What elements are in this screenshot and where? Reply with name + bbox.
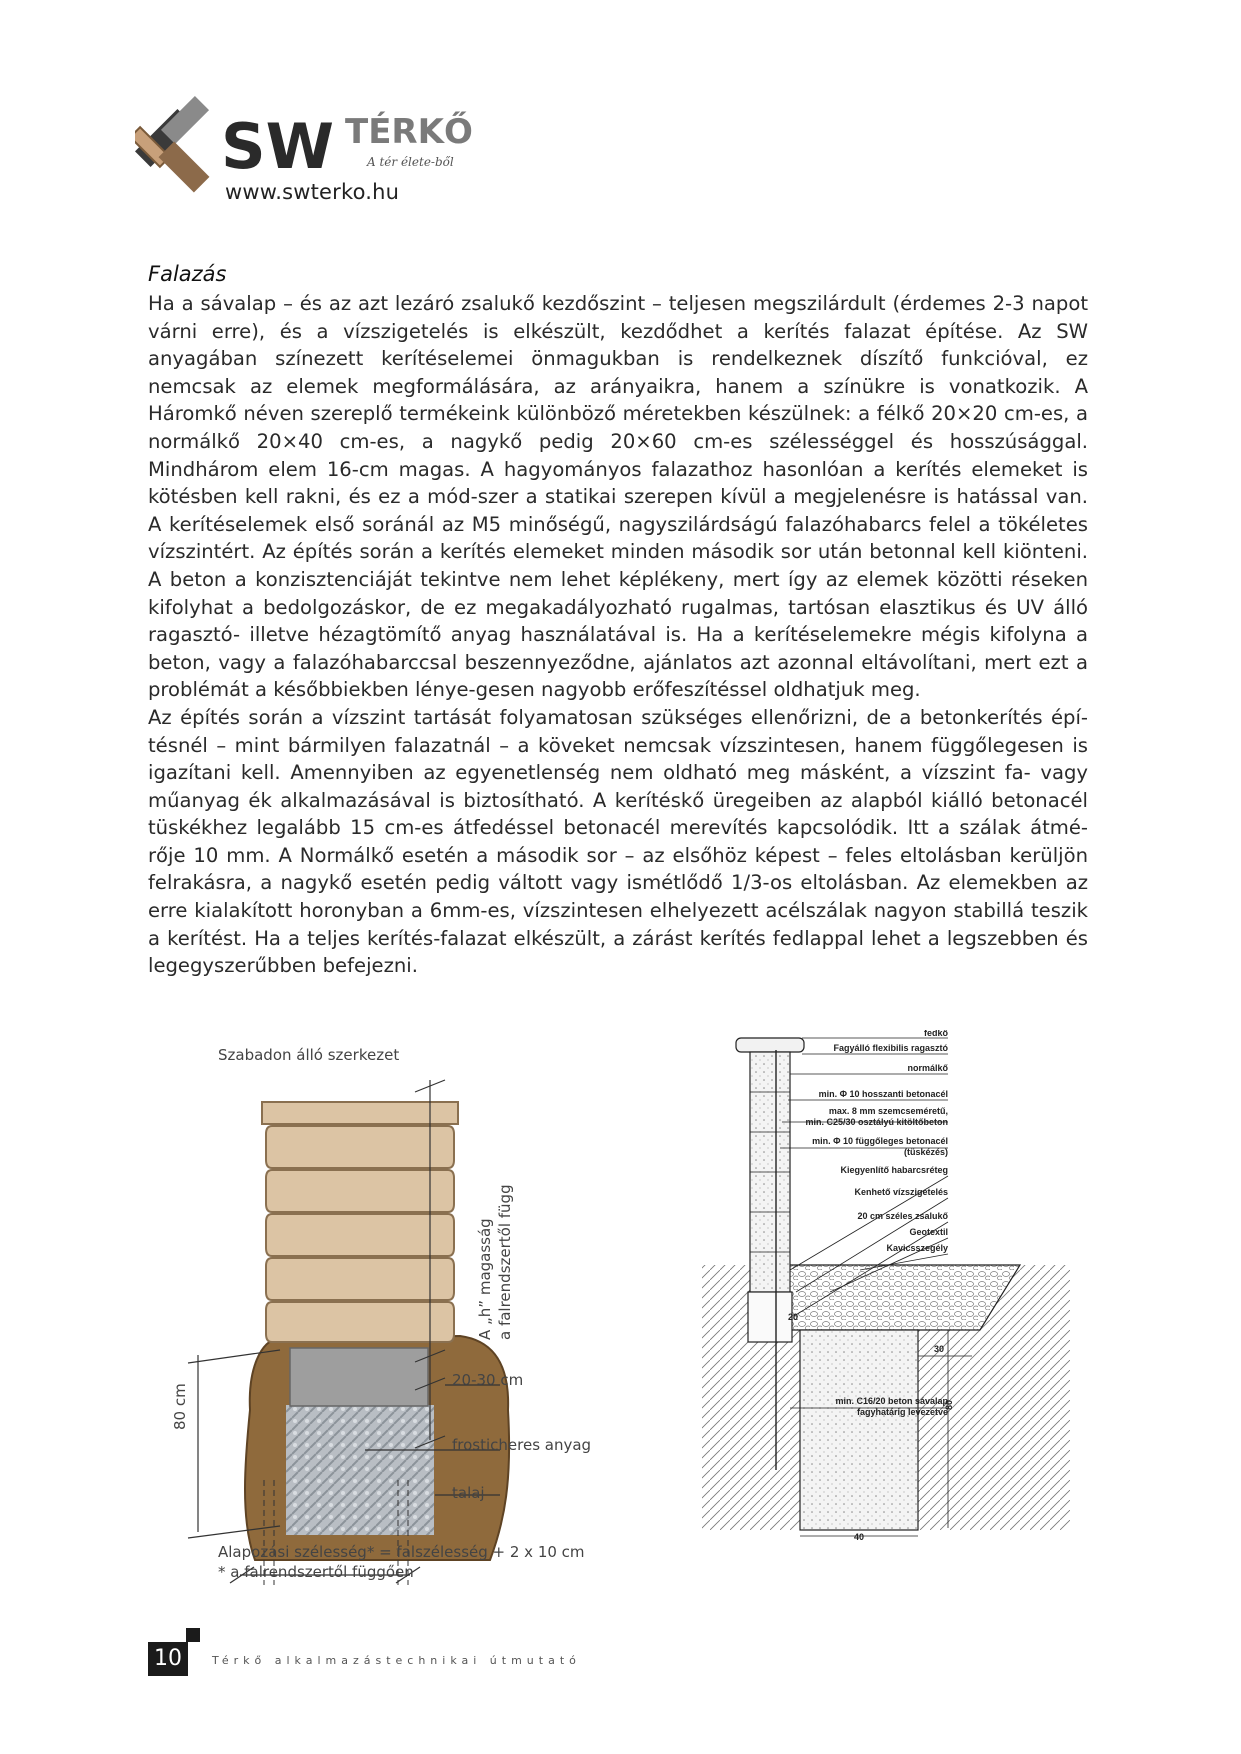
detail-label: Geotextil xyxy=(909,1227,948,1237)
dim-40: 40 xyxy=(854,1532,865,1542)
formwork-stone xyxy=(748,1292,792,1342)
site-url[interactable]: www.swterko.hu xyxy=(225,180,400,204)
label-block: 20-30 cm xyxy=(452,1371,524,1389)
block-course xyxy=(266,1214,454,1256)
detail-label: min. C16/20 beton sávalap xyxy=(835,1396,948,1406)
detail-label: Kavicsszegély xyxy=(886,1243,948,1253)
height-label-1: A „h” magasság xyxy=(476,1218,494,1340)
detail-label: max. 8 mm szemcseméretű, xyxy=(828,1106,948,1116)
figure-footnote: * a falrendszertől függően xyxy=(218,1563,414,1581)
figure-left-title: Szabadon álló szerkezet xyxy=(218,1046,400,1064)
detail-label: Kiegyenlítő habarcsréteg xyxy=(840,1165,948,1175)
brand-main: SW xyxy=(221,110,335,183)
page-number: 10 xyxy=(148,1642,188,1676)
detail-label: Fagyálló flexibilis ragasztó xyxy=(833,1043,948,1053)
logo-mark-icon xyxy=(135,96,209,192)
footer-title: Térkő alkalmazástechnikai útmutató xyxy=(212,1654,581,1667)
detail-label: Kenhető vízszigetelés xyxy=(854,1187,948,1197)
page-number-corner xyxy=(186,1628,200,1642)
strip-foundation xyxy=(800,1330,918,1530)
wall-courses xyxy=(262,1102,458,1342)
label-frost: frosticheres anyag xyxy=(452,1436,592,1454)
detail-label: 20 cm széles zsalukő xyxy=(857,1211,948,1221)
dim-80: 80 xyxy=(944,1399,954,1410)
height-label-2: a falrendszertől függ xyxy=(496,1184,514,1340)
detail-label: min. Φ 10 függőleges betonacél xyxy=(812,1136,948,1146)
detail-label: normálkő xyxy=(907,1063,948,1073)
freestanding-structure-diagram xyxy=(160,1040,680,1600)
paragraph: Ha a sávalap – és az azt lezáró zsalukő kezdőszint – teljesen megszilárdult (érdemes 2-3 napot várni erre), és a vízszigetelés is elkészült, kezdődhet a kerítés falazat építése. Az SW anyagában színezett kerítéselemei önmagukban is rendelkeznek díszítő funkcióval, ez nemcsak az elemek megformálására, az arányaikra, hanem a színükre is vonatkozik. A Háromkő néven szereplő termékeink különböző méretekben készülnek: a félkő 20×20 cm-es, a normálkő 20×40 cm-es, a nagykő pedig 20×60 cm-es szélességgel és hosszúsággal. Mindhárom elem 16-cm magas. A hagyományos falazathoz hasonlóan a kerítés elemeket is kötésben kell rakni, és ez a mód-szer a statikai szerepen kívül a megjelenésre is hatással van. A kerítéselemek első soránál az M5 minőségű, nagyszilárdságú falazóhabarcs felel a tökéletes vízszintért. Az építés során a kerítés elemeket minden második sor után betonnal kell kiönteni. A beton a konzisztenciáját tekintve nem lehet képlékeny, mert így az elemek közötti réseken kifolyhat a bedolgozáskor, de ez megakadályozható rugalmas, tartósan elasztikus és UV álló ragasztó- illetve hézagtömítő anyag használatával is. Ha a kerítéselemekre mégis kifolyna a beton, vagy a falazóhabarccsal beszennyeződne, ajánlatos azt azonnal eltávolítani, mert ezt a problémát a későbbiekben lénye-gesen nagyobb erőfeszítéssel oldhatjuk meg. xyxy=(148,292,1088,702)
detail-label: fagyhatárig levezetve xyxy=(856,1407,948,1417)
detail-label: min. C25/30 osztályú kitöltőbeton xyxy=(805,1117,948,1127)
block-course xyxy=(266,1126,454,1168)
cap-stone xyxy=(736,1038,804,1052)
cap-course xyxy=(262,1102,458,1124)
dim-30: 30 xyxy=(934,1344,945,1354)
frost-fill xyxy=(286,1405,434,1535)
brand-tagline: A tér élete-ből xyxy=(367,155,454,169)
figure-caption: Alapozási szélesség* = falszélesség + 2 x 10 cm xyxy=(218,1543,585,1561)
depth-label: 80 cm xyxy=(171,1383,189,1430)
detail-label: min. Φ 10 hosszanti betonacél xyxy=(818,1089,948,1099)
label-soil: talaj xyxy=(452,1484,485,1502)
detail-label: (tüskézés) xyxy=(903,1147,948,1157)
detail-label: fedkő xyxy=(923,1030,948,1038)
brand-sub: TÉRKŐ xyxy=(345,112,473,152)
paragraph: Az építés során a vízszint tartását folyamatosan szükséges ellenőrizni, de a betonkerítés épí-tésnél – mint bármilyen falazatnál – a köveket nemcsak vízszintesen, hanem függőlegesen is igazítani kell. Amennyiben az egyenetlenség nem oldható meg másként, a vízszint fa- vagy műanyag ék alkalmazásával is biztosítható. A kerítéskő üregeiben az alapból kiálló betonacél tüskékhez legalább 15 cm-es átfedéssel betonacél merevítés kapcsolódik. Itt a szálak átmé-rője 10 mm. A Normálkő esetén a második sor – az elsőhöz képest – feles eltolásban kerüljön felrakásra, a nagykő esetén pedig váltott vagy ismétlődő 1/3-os eltolásban. Az elemekben az erre kialakított horonyban a 6mm-es, vízszintesen elhelyezett acélszálak nagyon stabillá teszik a kerítést. Ha a teljes kerítés-falazat elkészült, a zárást kerítés fedlappal lehet a legszebben és legegyszerűbben befejezni. xyxy=(148,705,1088,978)
dim-20: 20 xyxy=(788,1312,799,1322)
block-course xyxy=(266,1302,454,1342)
article-body xyxy=(148,290,1088,980)
block-course xyxy=(266,1258,454,1300)
section-title: Falazás xyxy=(148,262,227,286)
formwork-block xyxy=(290,1348,428,1406)
fence-section-detail-diagram xyxy=(690,1030,1090,1550)
block-course xyxy=(266,1170,454,1212)
